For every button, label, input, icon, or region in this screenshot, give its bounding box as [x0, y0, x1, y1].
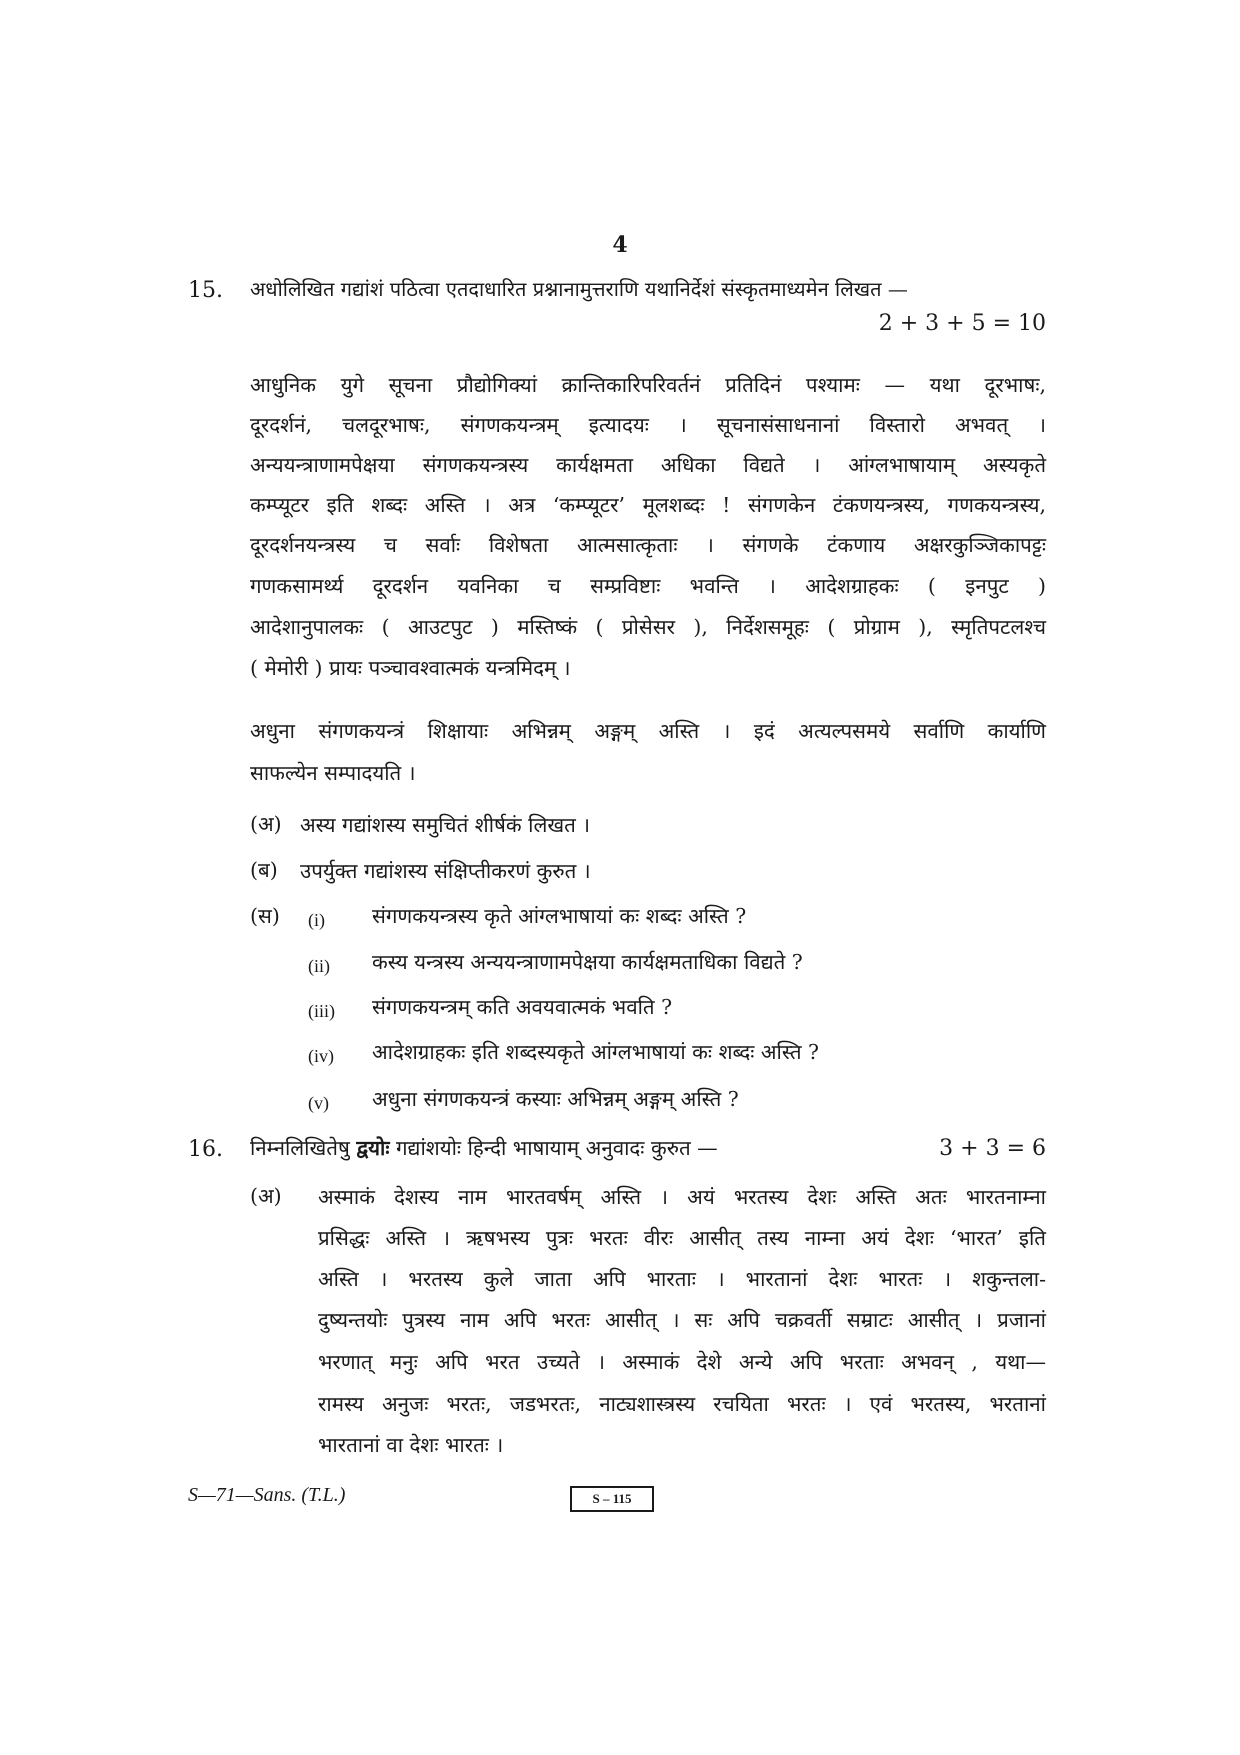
q16-line-6: रामस्य अनुजः भरतः, जडभरतः, नाट्यशास्त्रस्य रचयिता भरतः । एवं भरतस्य, भरतानां — [318, 1392, 1046, 1416]
q15-para2-line-2: साफल्येन सम्पादयति । — [250, 761, 416, 785]
q16-line-4: दुष्यन्तयोः पुत्रस्य नाम अपि भरतः आसीत् । सः अपि चक्रवर्ती सम्राटः आसीत् । प्रजानां — [318, 1308, 1046, 1332]
q15-para1-line-3: अन्ययन्त्राणामपेक्षया संगणकयन्त्रस्य कार्यक्षमता अधिका विद्यते । आंग्लभाषायाम् अस्यकृते — [250, 453, 1046, 477]
subquestion-label: (ii) — [308, 956, 330, 976]
q15-para1-line-1: आधुनिक युगे सूचना प्रौद्योगिक्यां क्रान्तिकारिपरिवर्तनं प्रतिदिनं पश्यामः — यथा दूरभाषः, — [250, 373, 1046, 397]
q16-line-5: भरणात् मनुः अपि भरत उच्यते । अस्माकं देशे अन्ये अपि भरताः अभवन् , यथा— — [318, 1350, 1046, 1374]
subquestion-text: अधुना संगणकयन्त्रं कस्याः अभिन्नम् अङ्गम् अस्ति ? — [372, 1087, 739, 1111]
footer-box: S – 115 — [570, 1486, 654, 1512]
subquestion-label: (iv) — [308, 1046, 334, 1066]
q15-para1-line-4: कम्प्यूटर इति शब्दः अस्ति । अत्र ‘कम्प्यूटर’ मूलशब्दः ! संगणकेन टंकणयन्त्रस्य, गणकयन्त्रस्य, — [250, 493, 1046, 517]
q15-part-a-label: (अ) — [250, 812, 282, 836]
subquestion-label: (iii) — [308, 1001, 335, 1021]
question-16-number: 16. — [188, 1137, 223, 1162]
question-16-marks: 3 + 3 = 6 — [939, 1136, 1046, 1161]
subquestion-text: कस्य यन्त्रस्य अन्ययन्त्राणामपेक्षया कार्यक्षमताधिका विद्यते ? — [372, 950, 803, 974]
q16-instruction-bold: द्वयोः — [356, 1136, 390, 1160]
q15-para1-line-7: आदेशानुपालकः ( आउटपुट ) मस्तिष्कं ( प्रोसेसर ), निर्देशसमूहः ( प्रोग्राम ), स्मृतिपटलश्च — [250, 615, 1046, 639]
q16-instruction-post: गद्यांशयोः हिन्दी भाषायाम् अनुवादः कुरुत — — [396, 1136, 718, 1160]
footer-code: S—71—Sans. (T.L.) — [188, 1484, 346, 1506]
q16-line-3: अस्ति । भरतस्य कुले जाता अपि भारताः । भारतानां देशः भारतः । शकुन्तला- — [318, 1267, 1046, 1291]
q16-instruction-pre: निम्नलिखितेषु — [250, 1136, 350, 1160]
q15-part-c-label: (स) — [250, 904, 280, 928]
q15-part-b-text: उपर्युक्त गद्यांशस्य संक्षिप्तीकरणं कुरुत । — [300, 859, 591, 883]
q15-para1-line-6: गणकसामर्थ्य दूरदर्शन यवनिका च सम्प्रविष्टाः भवन्ति । आदेशग्राहकः ( इनपुट ) — [250, 574, 1046, 598]
page-number: 4 — [612, 232, 628, 258]
q15-para1-line-8: ( मेमोरी ) प्रायः पञ्चावश्वात्मकं यन्त्रमिदम् । — [250, 656, 571, 680]
q15-part-b-label: (ब) — [250, 858, 278, 882]
q16-line-2: प्रसिद्धः अस्ति । ऋषभस्य पुत्रः भरतः वीरः आसीत् तस्य नाम्ना अयं देशः ‘भारत’ इति — [318, 1226, 1046, 1250]
q16-part-a-label: (अ) — [250, 1184, 282, 1208]
q15-para2-line-1: अधुना संगणकयन्त्रं शिक्षायाः अभिन्नम् अङ्गम् अस्ति । इदं अत्यल्पसमये सर्वाणि कार्याणि — [250, 719, 1046, 743]
question-15-marks: 2 + 3 + 5 = 10 — [878, 311, 1046, 336]
q16-line-1: अस्माकं देशस्य नाम भारतवर्षम् अस्ति । अयं भरतस्य देशः अस्ति अतः भारतनाम्ना — [318, 1185, 1046, 1209]
question-16-instruction — [250, 1133, 718, 1163]
q15-para1-line-2: दूरदर्शनं, चलदूरभाषः, संगणकयन्त्रम् इत्यादयः । सूचनासंसाधनानां विस्तारो अभवत् । — [250, 413, 1046, 437]
q15-para1-line-5: दूरदर्शनयन्त्रस्य च सर्वाः विशेषता आत्मसात्कृताः । संगणके टंकणाय अक्षरकुञ्जिकापट्टः — [250, 533, 1046, 557]
question-15-number: 15. — [188, 278, 223, 303]
q15-part-a-text: अस्य गद्यांशस्य समुचितं शीर्षकं लिखत । — [300, 813, 591, 837]
subquestion-text: संगणकयन्त्रम् कति अवयवात्मकं भवति ? — [372, 995, 673, 1019]
q16-line-7: भारतानां वा देशः भारतः । — [318, 1433, 504, 1457]
subquestion-label: (v) — [308, 1093, 329, 1113]
subquestion-text: आदेशग्राहकः इति शब्दस्यकृते आंग्लभाषायां कः शब्दः अस्ति ? — [372, 1040, 820, 1064]
subquestion-label: (i) — [308, 910, 325, 930]
subquestion-text: संगणकयन्त्रस्य कृते आंग्लभाषायां कः शब्दः अस्ति ? — [372, 904, 747, 928]
question-15-instruction: अधोलिखित गद्यांशं पठित्वा एतदाधारित प्रश्नानामुत्तराणि यथानिर्देशं संस्कृतमाध्यमेन लिखत — — [250, 277, 908, 301]
